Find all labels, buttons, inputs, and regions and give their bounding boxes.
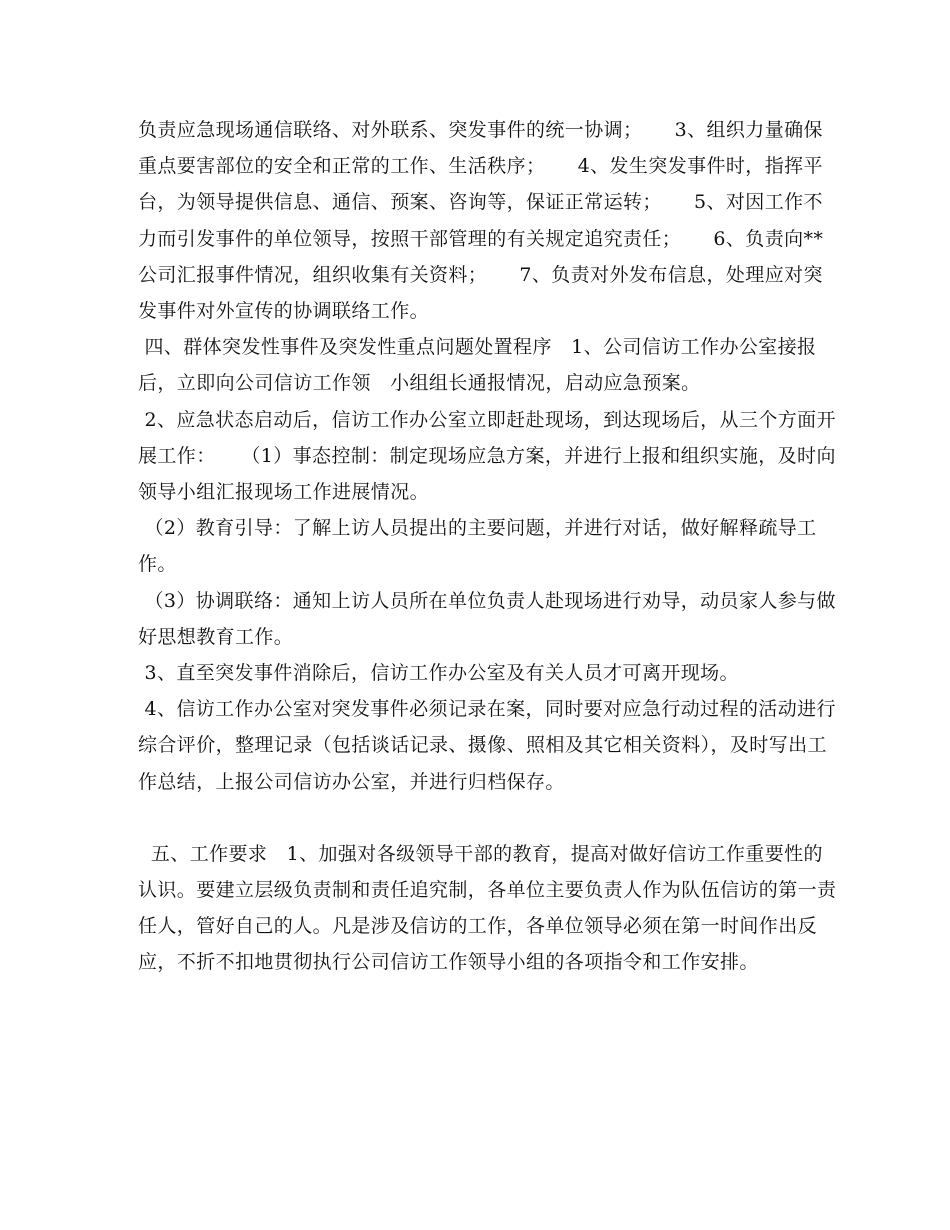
- paragraph-emergency-duties: 负责应急现场通信联络、对外联系、突发事件的统一协调； 3、组织力量确保重点要害部位的安全和正常的工作、生活秩序； 4、发生突发事件时，指挥平台，为领导提供信息、通信、预案、咨询等，保证正常运转； 5、对因工作不力而引发事件的单位领导，按照干部管理的有关规定追究责任； 6、负责向**公司汇报事件情况，组织收集有关资料； 7、负责对外发布信息，处理应对突发事件对外宣传的协调联络工作。: [138, 119, 824, 323]
- paragraph-section-five: 五、工作要求 1、加强对各级领导干部的教育，提高对做好信访工作重要性的认识。要建立层级负责制和责任追究制，各单位主要负责人作为队伍信访的第一责任人，管好自己的人。凡是涉及信访的工作，各单位领导必须在第一时间作出反应，不折不扣地贯彻执行公司信访工作领导小组的各项指令和工作安排。: [138, 842, 837, 974]
- paragraph-coordination-liaison: （3）协调联络：通知上访人员所在单位负责人赴现场进行劝导，动员家人参与做好思想教育工作。: [138, 589, 836, 648]
- paragraph-spacer: [138, 800, 838, 836]
- paragraph-step-two: 2、应急状态启动后，信访工作办公室立即赶赴现场，到达现场后，从三个方面开展工作： （1）事态控制：制定现场应急方案，并进行上报和组织实施，及时向领导小组汇报现场工作进展情况。: [138, 408, 836, 504]
- paragraph-step-three: 3、直至突发事件消除后，信访工作办公室及有关人员才可离开现场。: [138, 662, 739, 685]
- paragraph-section-four-heading: 四、群体突发性事件及突发性重点问题处置程序 1、公司信访工作办公室接报后，立即向公司信访工作领 小组组长通报情况，启动应急预案。: [138, 336, 817, 395]
- document-body: [138, 112, 838, 981]
- paragraph-step-four: 4、信访工作办公室对突发事件必须记录在案，同时要对应急行动过程的活动进行综合评价，整理记录（包括谈话记录、摄像、照相及其它相关资料），及时写出工作总结，上报公司信访办公室，并进行归档保存。: [138, 698, 836, 793]
- paragraph-education-guidance: （2）教育引导：了解上访人员提出的主要问题，并进行对话，做好解释疏导工作。: [138, 517, 817, 576]
